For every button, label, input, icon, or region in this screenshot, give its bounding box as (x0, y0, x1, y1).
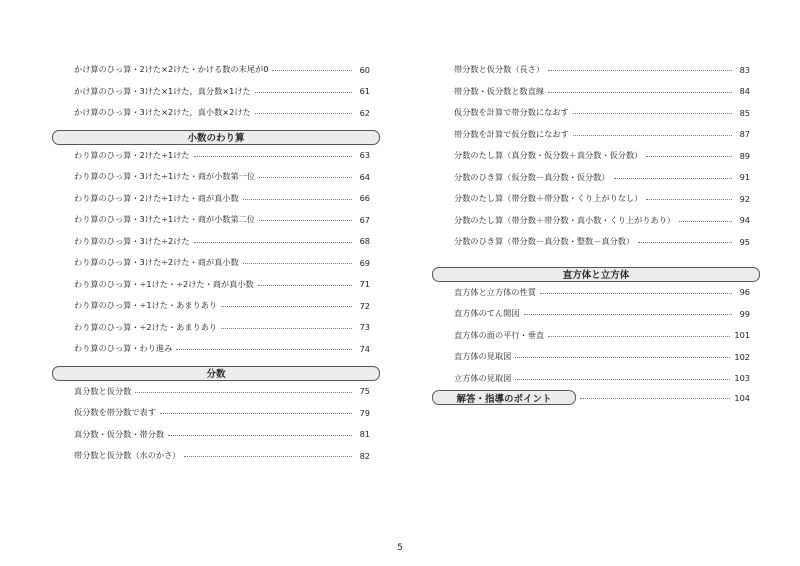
toc-entry[interactable] (432, 188, 760, 210)
toc-entry[interactable] (432, 282, 760, 304)
leader-dots (679, 221, 732, 222)
toc-entry-title: 帯分数を計算で仮分数になおす (454, 128, 569, 139)
toc-entry-title: 分数のたし算（帯分数＋帯分数・くり上がりなし） (454, 193, 643, 204)
toc-entry-title: 分数のたし算（真分数・仮分数＋真分数・仮分数） (454, 150, 643, 161)
leader-dots (646, 199, 732, 200)
toc-entry[interactable] (52, 145, 380, 167)
toc-entry-page: 73 (359, 322, 370, 333)
toc-left-column (52, 59, 380, 467)
toc-entry-title: わり算のひっ算・2けた÷1けた・商が真小数 (74, 192, 239, 203)
toc-entry-title: かけ算のひっ算・3けた×2けた，真小数×2けた (74, 107, 251, 118)
leader-dots (524, 314, 732, 315)
leader-dots (160, 413, 352, 414)
toc-entry-title: かけ算のひっ算・3けた×1けた，真分数×1けた (74, 85, 251, 96)
toc-entry-title: 分数のひき算（帯分数－真分数・整数－真分数） (454, 236, 635, 247)
toc-entry-title: わり算のひっ算・3けた÷2けた・商が真小数 (74, 257, 239, 268)
leader-dots (184, 456, 352, 457)
toc-entry-page: 94 (739, 215, 750, 226)
leader-dots (580, 398, 730, 399)
toc-entry[interactable] (52, 274, 380, 296)
toc-entry[interactable] (432, 124, 760, 146)
toc-entry-title: 直方体と立方体の性質 (454, 286, 536, 297)
toc-entry[interactable] (52, 252, 380, 274)
leader-dots (194, 242, 352, 243)
toc-entry[interactable] (52, 102, 380, 124)
toc-entry-title: 真分数と仮分数 (74, 385, 132, 396)
leader-dots (573, 113, 732, 114)
leader-dots (243, 263, 352, 264)
toc-entry-title: 直方体のてん開図 (454, 308, 520, 319)
toc-entry[interactable] (432, 231, 760, 253)
section-header-fractions: 分数 (52, 366, 380, 381)
toc-entry-page: 68 (359, 236, 370, 247)
toc-entry-title: わり算のひっ算・わり進み (74, 343, 173, 354)
toc-entry[interactable] (52, 445, 380, 467)
toc-entry-page: 92 (739, 193, 750, 204)
leader-dots (176, 349, 352, 350)
toc-entry-title: わり算のひっ算・3けた÷2けた (74, 235, 190, 246)
leader-dots (243, 199, 352, 200)
toc-entry[interactable] (52, 295, 380, 317)
leader-dots (573, 135, 732, 136)
toc-entry-page: 60 (359, 64, 370, 75)
toc-entry-title: 直方体の面の平行・垂直 (454, 329, 545, 340)
toc-entry-answers[interactable] (432, 389, 760, 406)
toc-entry[interactable] (432, 145, 760, 167)
toc-entry[interactable] (432, 325, 760, 347)
toc-entry-title: 直方体の見取図 (454, 351, 512, 362)
toc-entry-page: 82 (359, 450, 370, 461)
leader-dots (255, 113, 352, 114)
toc-entry[interactable] (52, 209, 380, 231)
toc-entry[interactable] (432, 167, 760, 189)
section-header-decimal-division: 小数のわり算 (52, 130, 380, 145)
toc-entry[interactable] (432, 303, 760, 325)
leader-dots (259, 177, 352, 178)
toc-entry-title: わり算のひっ算・3けた÷1けた・商が小数第二位 (74, 214, 256, 225)
toc-entry[interactable] (432, 368, 760, 390)
toc-entry-page: 74 (359, 343, 370, 354)
leader-dots (515, 379, 730, 380)
toc-entry-title: 帯分数と仮分数（長さ） (454, 64, 545, 75)
toc-entry-page: 89 (739, 150, 750, 161)
leader-dots (646, 156, 732, 157)
toc-entry-page: 71 (359, 279, 370, 290)
toc-entry-title: わり算のひっ算・÷1けた・あまりあり (74, 300, 218, 311)
toc-entry-page: 67 (359, 214, 370, 225)
leader-dots (135, 392, 352, 393)
leader-dots (614, 178, 732, 179)
toc-entry-page: 64 (359, 171, 370, 182)
toc-entry[interactable] (432, 59, 760, 81)
toc-right-column (432, 59, 760, 406)
toc-entry[interactable] (52, 231, 380, 253)
toc-entry[interactable] (52, 166, 380, 188)
toc-entry-page: 99 (739, 308, 750, 319)
leader-dots (638, 242, 732, 243)
toc-entry[interactable] (52, 317, 380, 339)
toc-entry[interactable] (432, 81, 760, 103)
toc-entry-page: 63 (359, 150, 370, 161)
toc-entry-title: 立方体の見取図 (454, 372, 512, 383)
section-header-answers: 解答・指導のポイント (432, 390, 576, 405)
leader-dots (540, 293, 732, 294)
toc-entry-page: 69 (359, 257, 370, 268)
toc-entry[interactable] (52, 381, 380, 403)
leader-dots (168, 435, 352, 436)
toc-entry-page: 83 (739, 64, 750, 75)
toc-entry-page: 85 (739, 107, 750, 118)
toc-entry-page: 104 (734, 392, 750, 403)
toc-entry[interactable] (432, 210, 760, 232)
toc-entry[interactable] (52, 81, 380, 103)
leader-dots (221, 328, 352, 329)
toc-entry-title: 仮分数を計算で帯分数になおす (454, 107, 569, 118)
toc-entry-title: わり算のひっ算・2けた÷1けた (74, 149, 190, 160)
toc-entry-page: 84 (739, 86, 750, 97)
section-header-cuboid-cube: 直方体と立方体 (432, 267, 760, 282)
leader-dots (515, 357, 730, 358)
toc-entry[interactable] (432, 346, 760, 368)
toc-entry[interactable] (432, 102, 760, 124)
toc-entry-page: 95 (739, 236, 750, 247)
toc-entry-title: 帯分数・仮分数と数直線 (454, 85, 545, 96)
toc-entry-page: 66 (359, 193, 370, 204)
toc-entry-page: 91 (739, 172, 750, 183)
toc-entry[interactable] (52, 59, 380, 81)
toc-entry-page: 79 (359, 407, 370, 418)
toc-entry-page: 87 (739, 129, 750, 140)
leader-dots (194, 156, 352, 157)
toc-entry[interactable] (52, 424, 380, 446)
leader-dots (548, 336, 730, 337)
toc-entry-title: わり算のひっ算・3けた÷1けた・商が小数第一位 (74, 171, 256, 182)
toc-entry[interactable] (52, 188, 380, 210)
toc-entry-page: 101 (734, 330, 750, 341)
leader-dots (272, 70, 352, 71)
toc-entry-title: 真分数・仮分数・帯分数 (74, 428, 165, 439)
leader-dots (259, 220, 352, 221)
toc-entry-page: 72 (359, 300, 370, 311)
leader-dots (548, 92, 732, 93)
toc-entry-title: わり算のひっ算・÷1けた・÷2けた・商が真小数 (74, 278, 254, 289)
toc-entry-title: 分数のひき算（仮分数－真分数・仮分数） (454, 171, 610, 182)
toc-entry-page: 61 (359, 86, 370, 97)
leader-dots (548, 70, 732, 71)
toc-entry[interactable] (52, 338, 380, 360)
page-number: 5 (397, 543, 403, 553)
toc-entry-page: 102 (734, 351, 750, 362)
toc-entry-page: 103 (734, 373, 750, 384)
toc-entry-title: 分数のたし算（帯分数＋帯分数・真小数・くり上がりあり） (454, 214, 676, 225)
leader-dots (221, 306, 352, 307)
toc-entry-title: 帯分数と仮分数（水のかさ） (74, 450, 181, 461)
toc-entry-page: 75 (359, 386, 370, 397)
leader-dots (258, 285, 352, 286)
toc-entry-title: 仮分数を帯分数で表す (74, 407, 156, 418)
toc-entry[interactable] (52, 402, 380, 424)
toc-entry-title: わり算のひっ算・÷2けた・あまりあり (74, 321, 218, 332)
toc-entry-page: 62 (359, 107, 370, 118)
toc-entry-title: かけ算のひっ算・2けた×2けた・かける数の末尾が0 (74, 64, 269, 75)
toc-entry-page: 96 (739, 287, 750, 298)
leader-dots (255, 92, 352, 93)
toc-entry-page: 81 (359, 429, 370, 440)
